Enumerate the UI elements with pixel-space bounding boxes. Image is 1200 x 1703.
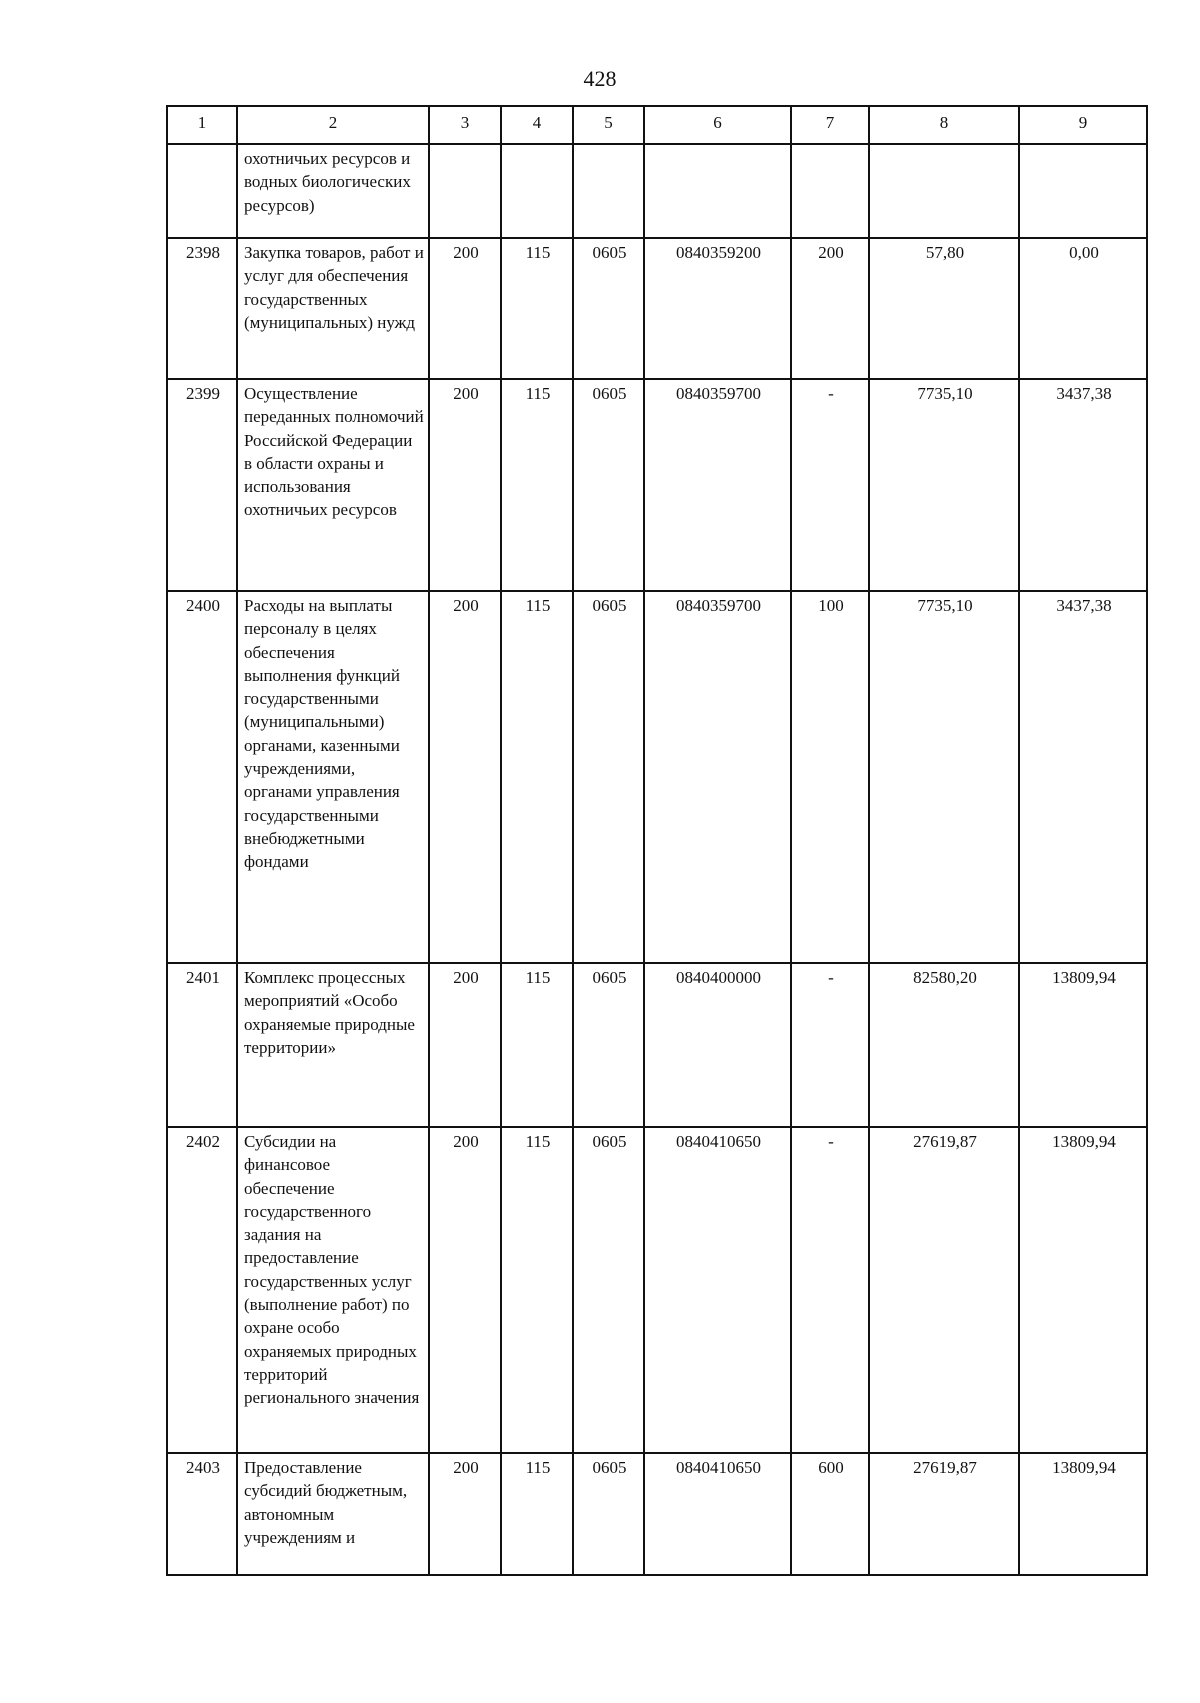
- cell-col5: 0605: [573, 591, 644, 963]
- cell-col4: 115: [501, 963, 573, 1127]
- table-row: [167, 1127, 1147, 1453]
- page-number: 428: [583, 66, 617, 91]
- cell-col9: [1019, 144, 1147, 238]
- cell-col9: 3437,38: [1019, 591, 1147, 963]
- row-number-cell: 2398: [167, 238, 237, 379]
- cell-col5: 0605: [573, 1453, 644, 1575]
- column-header: 2: [237, 106, 429, 144]
- row-number-cell: [167, 144, 237, 238]
- row-name-cell: Комплекс процессных мероприятий «Особо охраняемые природные территории»: [237, 963, 429, 1127]
- cell-col3: 200: [429, 1127, 501, 1453]
- column-header: 1: [167, 106, 237, 144]
- cell-col5: [573, 144, 644, 238]
- cell-col6: 0840359700: [644, 591, 791, 963]
- cell-col9: 13809,94: [1019, 1453, 1147, 1575]
- cell-col8: 82580,20: [869, 963, 1019, 1127]
- column-header: 8: [869, 106, 1019, 144]
- cell-col4: [501, 144, 573, 238]
- row-number-cell: 2401: [167, 963, 237, 1127]
- row-name-cell: Закупка товаров, работ и услуг для обеспечения государственных (муниципальных) нужд: [237, 238, 429, 379]
- cell-col9: 0,00: [1019, 238, 1147, 379]
- cell-col5: 0605: [573, 1127, 644, 1453]
- cell-col4: 115: [501, 379, 573, 591]
- cell-col4: 115: [501, 1127, 573, 1453]
- cell-col7: 600: [791, 1453, 869, 1575]
- table-row: [167, 1453, 1147, 1575]
- cell-col6: 0840359700: [644, 379, 791, 591]
- cell-col9: 3437,38: [1019, 379, 1147, 591]
- cell-col3: [429, 144, 501, 238]
- column-header: 4: [501, 106, 573, 144]
- cell-col7: -: [791, 1127, 869, 1453]
- cell-col4: 115: [501, 591, 573, 963]
- cell-col3: 200: [429, 591, 501, 963]
- cell-col3: 200: [429, 963, 501, 1127]
- cell-col7: -: [791, 379, 869, 591]
- cell-col7: -: [791, 963, 869, 1127]
- cell-col9: 13809,94: [1019, 1127, 1147, 1453]
- cell-col8: 7735,10: [869, 379, 1019, 591]
- cell-col6: 0840410650: [644, 1453, 791, 1575]
- table-row: [167, 238, 1147, 379]
- column-header: 7: [791, 106, 869, 144]
- row-name-cell: Субсидии на финансовое обеспечение государственного задания на предоставление государственных услуг (выполнение работ) по охране особо охраняемых природных территорий регионального значения: [237, 1127, 429, 1453]
- cell-col8: 7735,10: [869, 591, 1019, 963]
- row-number-cell: 2402: [167, 1127, 237, 1453]
- cell-col7: 100: [791, 591, 869, 963]
- cell-col8: [869, 144, 1019, 238]
- row-number-cell: 2403: [167, 1453, 237, 1575]
- table-row: [167, 591, 1147, 963]
- cell-col4: 115: [501, 1453, 573, 1575]
- budget-table: [166, 105, 1148, 1576]
- row-name-cell: Расходы на выплаты персоналу в целях обеспечения выполнения функций государственными (муниципальными) органами, казенными учреждениями, органами управления государственными внебюджетными фондами: [237, 591, 429, 963]
- cell-col5: 0605: [573, 963, 644, 1127]
- row-name-cell: Предоставление субсидий бюджетным, автономным учреждениям и: [237, 1453, 429, 1575]
- cell-col3: 200: [429, 238, 501, 379]
- cell-col8: 27619,87: [869, 1127, 1019, 1453]
- cell-col3: 200: [429, 1453, 501, 1575]
- cell-col6: [644, 144, 791, 238]
- cell-col5: 0605: [573, 238, 644, 379]
- cell-col6: 0840400000: [644, 963, 791, 1127]
- row-number-cell: 2399: [167, 379, 237, 591]
- table-row: [167, 963, 1147, 1127]
- cell-col4: 115: [501, 238, 573, 379]
- cell-col6: 0840410650: [644, 1127, 791, 1453]
- row-number-cell: 2400: [167, 591, 237, 963]
- table-row: [167, 379, 1147, 591]
- cell-col9: 13809,94: [1019, 963, 1147, 1127]
- row-name-cell: охотничьих ресурсов и водных биологических ресурсов): [237, 144, 429, 238]
- cell-col3: 200: [429, 379, 501, 591]
- column-header: 3: [429, 106, 501, 144]
- cell-col7: [791, 144, 869, 238]
- cell-col5: 0605: [573, 379, 644, 591]
- row-name-cell: Осуществление переданных полномочий Российской Федерации в области охраны и использования охотничьих ресурсов: [237, 379, 429, 591]
- header-row: [167, 106, 1147, 144]
- cell-col8: 57,80: [869, 238, 1019, 379]
- column-header: 5: [573, 106, 644, 144]
- column-header: 6: [644, 106, 791, 144]
- table-row: [167, 144, 1147, 238]
- column-header: 9: [1019, 106, 1147, 144]
- cell-col7: 200: [791, 238, 869, 379]
- cell-col8: 27619,87: [869, 1453, 1019, 1575]
- cell-col6: 0840359200: [644, 238, 791, 379]
